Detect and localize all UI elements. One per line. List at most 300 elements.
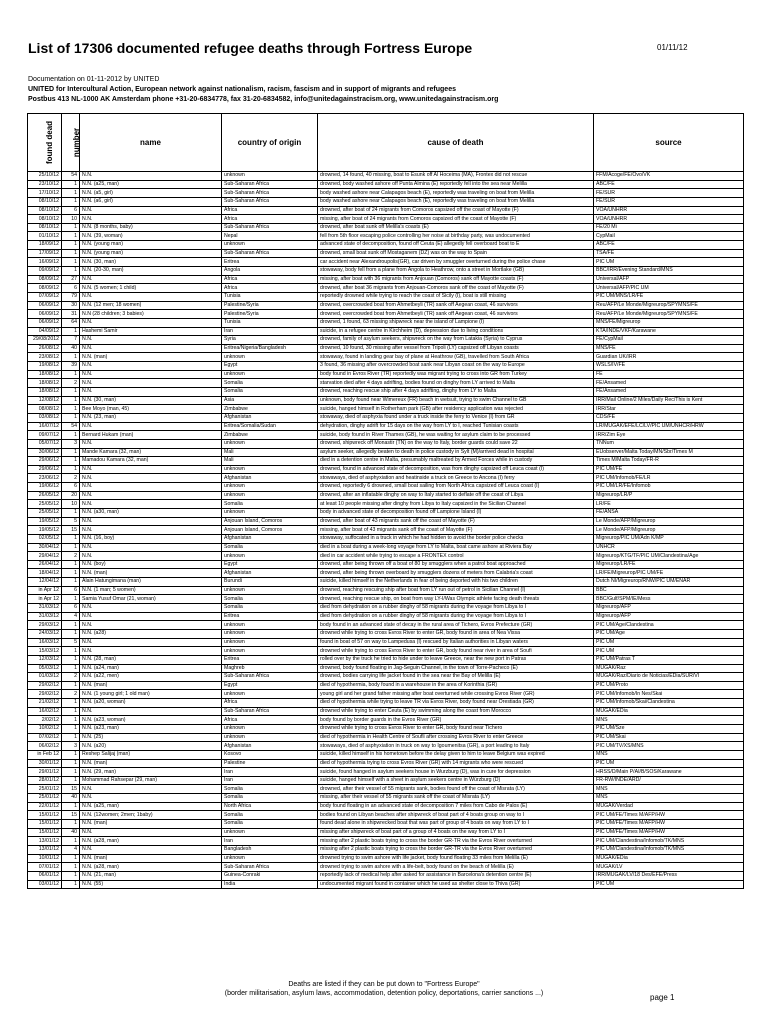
cell-cause: drowned, 10 found, 30 missing after vessel from Tripoli (LY) capsized off Libyan coasts: [318, 344, 594, 353]
cell-origin: Somalia: [222, 811, 318, 820]
cell-origin: unknown: [222, 483, 318, 492]
table-row: [28, 413, 744, 422]
cell-origin: Eritrea: [222, 258, 318, 267]
cell-found-dead: 25/01/12: [28, 794, 62, 803]
cell-number: 1: [62, 664, 80, 673]
cell-cause: drowned, family of asylum seekers, shipwreck on the way from Latakia (Syria) to Cyprus: [318, 336, 594, 345]
cell-found-dead: 05/07/12: [28, 439, 62, 448]
table-row: [28, 180, 744, 189]
cell-found-dead: 31/03/12: [28, 604, 62, 613]
cell-origin: Somalia: [222, 785, 318, 794]
cell-source: MNS/FE/Migreurop: [594, 318, 744, 327]
cell-found-dead: 08/09/12: [28, 284, 62, 293]
cell-number: 1: [62, 353, 80, 362]
cell-cause: died in a boat during a week-long voyage from LY to Malta, boat came ashore at Riviera Bay: [318, 543, 594, 552]
cell-name: N.N. (man): [80, 681, 222, 690]
cell-number: 54: [62, 172, 80, 181]
cell-found-dead: 26/08/12: [28, 344, 62, 353]
cell-name: N.N.: [80, 638, 222, 647]
cell-cause: at least 10 people missing after dinghy from Libya to Italy capsized in the Sicilian Channel: [318, 500, 594, 509]
cell-found-dead: 15/01/12: [28, 820, 62, 829]
cell-found-dead: 29/03/12: [28, 621, 62, 630]
cell-name: N.N.: [80, 500, 222, 509]
table-row: [28, 517, 744, 526]
cell-cause: fell from 5th floor escaping police controlling her noise at birthday party, was undocumented: [318, 232, 594, 241]
cell-number: 31: [62, 310, 80, 319]
cell-name: N.N. (23, man): [80, 413, 222, 422]
cell-source: FFM/Acoge/FE/Ovo/VK: [594, 172, 744, 181]
table-row: [28, 301, 744, 310]
cell-origin: unknown: [222, 241, 318, 250]
cell-number: 1: [62, 534, 80, 543]
cell-origin: Somalia: [222, 820, 318, 829]
cell-found-dead: in Apr 12: [28, 586, 62, 595]
cell-cause: 3 found, 36 missing after overcrowded boat sank near Libyan coast on the way to Europe: [318, 362, 594, 371]
cell-found-dead: 30/01/12: [28, 759, 62, 768]
cell-name: Alain Hatungimana (man): [80, 578, 222, 587]
cell-found-dead: 25/01/12: [28, 785, 62, 794]
cell-cause: suicide, found hanged in asylum seekers house in Wurzburg (D), was in cure for depression: [318, 768, 594, 777]
cell-source: PIC UM: [594, 647, 744, 656]
table-row: [28, 223, 744, 232]
cell-found-dead: 17/09/12: [28, 249, 62, 258]
cell-name: N.N.: [80, 483, 222, 492]
cell-origin: Somalia: [222, 794, 318, 803]
cell-found-dead: 18/09/12: [28, 241, 62, 250]
cell-origin: Africa: [222, 284, 318, 293]
cell-source: IRR/MUGAK/LV/18 Des/EFE/Press: [594, 871, 744, 880]
column-header-number: number: [62, 114, 80, 172]
cell-source: MNS: [594, 716, 744, 725]
cell-found-dead: 19/05/12: [28, 526, 62, 535]
cell-source: Le Monde/AFP/Migreurop: [594, 526, 744, 535]
cell-source: Reu/AFP/Le Monde/Migreurop/SPYMNS/FE: [594, 310, 744, 319]
cell-found-dead: 29/02/12: [28, 690, 62, 699]
cell-source: Reu/AFP/Le Monde/Migreurop/SPYMNS/FE: [594, 301, 744, 310]
table-row: [28, 267, 744, 276]
cell-name: N.N.: [80, 474, 222, 483]
cell-number: 1: [62, 725, 80, 734]
cell-name: N.N. (a5, girl): [80, 189, 222, 198]
cell-number: 6: [62, 284, 80, 293]
cell-number: 15: [62, 785, 80, 794]
cell-name: N.N.: [80, 206, 222, 215]
cell-origin: Eritrea: [222, 612, 318, 621]
intro-block: [28, 75, 498, 105]
table-row: [28, 327, 744, 336]
cell-origin: Mali: [222, 457, 318, 466]
cell-found-dead: 30/04/12: [28, 543, 62, 552]
cell-number: 1: [62, 543, 80, 552]
cell-origin: Sub-Saharan Africa: [222, 673, 318, 682]
cell-number: 6: [62, 206, 80, 215]
cell-origin: Maghreb: [222, 664, 318, 673]
cell-number: 4: [62, 845, 80, 854]
table-row: [28, 699, 744, 708]
cell-cause: drowned, after boat of 24 migrants from Comoros capsized off the coast of Mayotte (F): [318, 206, 594, 215]
cell-cause: body washed ashore near Calapagos beach (E), reportedly was traveling on boat from Melilla: [318, 189, 594, 198]
footer-line-1: Deaths are listed if they can be put down to "Fortress Europe": [288, 981, 480, 988]
table-row: [28, 249, 744, 258]
cell-name: N.N. (12women; 2men; 1baby): [80, 811, 222, 820]
table-row: [28, 621, 744, 630]
cell-name: N.N. (man): [80, 759, 222, 768]
cell-cause: drowned, reaching rescue ship, on boat from way LY-I/Was Olympic athlete facing death threats: [318, 595, 594, 604]
cell-found-dead: 07/02/12: [28, 733, 62, 742]
cell-number: 1: [62, 448, 80, 457]
cell-number: 4: [62, 612, 80, 621]
cell-source: MNS: [594, 794, 744, 803]
cell-found-dead: 15/01/12: [28, 811, 62, 820]
cell-source: FE/20 Mi: [594, 223, 744, 232]
cell-found-dead: 06/01/12: [28, 871, 62, 880]
cell-number: 10: [62, 500, 80, 509]
cell-source: PIC UM/Age/Clandestina: [594, 621, 744, 630]
table-row: [28, 776, 744, 785]
cell-origin: Nepal: [222, 232, 318, 241]
table-row: [28, 405, 744, 414]
cell-source: IRR/Star: [594, 405, 744, 414]
cell-name: N.N.: [80, 388, 222, 397]
cell-name: N.N. (young man): [80, 249, 222, 258]
table-row: [28, 362, 744, 371]
cell-source: PIC UM: [594, 258, 744, 267]
cell-cause: drowned while trying to enter Ceuta (E) by swimming along the coast from Morocco: [318, 707, 594, 716]
cell-found-dead: 10/02/12: [28, 725, 62, 734]
cell-name: N.N.: [80, 379, 222, 388]
cell-name: N.N. (20-30, man): [80, 267, 222, 276]
table-row: [28, 560, 744, 569]
cell-number: 1: [62, 388, 80, 397]
table-row: [28, 543, 744, 552]
cell-number: 1: [62, 854, 80, 863]
cell-cause: dehydration, dinghy adrift for 15 days on the way from LY to I, reached Tunisian coasts: [318, 422, 594, 431]
cell-origin: unknown: [222, 725, 318, 734]
cell-number: 1: [62, 647, 80, 656]
table-row: [28, 292, 744, 301]
cell-source: MNS: [594, 785, 744, 794]
cell-number: 54: [62, 422, 80, 431]
table-row: [28, 388, 744, 397]
table-row: [28, 612, 744, 621]
cell-source: FE: [594, 370, 744, 379]
cell-cause: bodies found on Libyan beaches after shipwreck of boat part of 4 boats group on way to I: [318, 811, 594, 820]
cell-source: Universal/AFP/PIC UM: [594, 284, 744, 293]
cell-found-dead: 26/05/12: [28, 491, 62, 500]
column-header-origin: country of origin: [222, 114, 318, 172]
cell-cause: drowned, overcrowded boat from Ahmetbeyli (TR) sank off Aegean coast, 46 survivors: [318, 301, 594, 310]
cell-number: 1: [62, 258, 80, 267]
cell-origin: unknown: [222, 621, 318, 630]
cell-cause: drowned, after boat of 43 migrants sank off the coast of Mayotte (F): [318, 517, 594, 526]
cell-source: BBC: [594, 586, 744, 595]
cell-cause: missing, after boat of 24 migrants from Comoros capsized off the coast of Mayotte (F): [318, 215, 594, 224]
cell-source: Migreurop/KTG/TF/PIC UM/Clandestina/Age: [594, 552, 744, 561]
cell-number: 1: [62, 733, 80, 742]
cell-cause: died from dehydration on a rubber dinghy of 58 migrants during the voyage from Libya to I: [318, 604, 594, 613]
cell-cause: died of hypothermia in Health Centre of Soufli after crossing Evros River to enter Greece: [318, 733, 594, 742]
column-header-found-dead: found dead: [28, 114, 62, 172]
cell-name: N.N.: [80, 647, 222, 656]
cell-name: N.N.: [80, 612, 222, 621]
table-row: [28, 707, 744, 716]
cell-found-dead: 23/08/12: [28, 353, 62, 362]
table-row: [28, 742, 744, 751]
cell-number: 64: [62, 318, 80, 327]
cell-origin: Afghanistan: [222, 569, 318, 578]
cell-found-dead: 26/04/12: [28, 560, 62, 569]
cell-number: 1: [62, 871, 80, 880]
cell-cause: unknown, body found near Wimereux (FR) beach in wetsuit, trying to swim Channel to GB: [318, 396, 594, 405]
cell-name: N.N. (25): [80, 733, 222, 742]
cell-found-dead: 28/01/12: [28, 776, 62, 785]
cell-number: 1: [62, 508, 80, 517]
cell-source: Migreurop/LR/P: [594, 491, 744, 500]
cell-name: N.N. (a6, girl): [80, 197, 222, 206]
cell-origin: Palestine/Syria: [222, 310, 318, 319]
cell-number: 1: [62, 267, 80, 276]
cell-origin: unknown: [222, 828, 318, 837]
cell-origin: unknown: [222, 552, 318, 561]
table-row: [28, 690, 744, 699]
table-row: [28, 655, 744, 664]
cell-found-dead: 23/10/12: [28, 180, 62, 189]
cell-origin: Sub-Saharan Africa: [222, 249, 318, 258]
cell-cause: missing after 2 plastic boats trying to cross the border GR-TR via the Evros River overturned: [318, 845, 594, 854]
table-row: [28, 811, 744, 820]
cell-cause: stowaways, died of asphyxiation and heatinside a truck on Greece to Ancona (I) ferry: [318, 474, 594, 483]
table-row: [28, 396, 744, 405]
cell-origin: Zimbabwe: [222, 405, 318, 414]
cell-name: N.N. (a23, woman): [80, 716, 222, 725]
intro-line-contact: Postbus 413 NL-1000 AK Amsterdam phone +31-20-6834778, fax 31-20-6834582, info@unitedagainstracism.org, www.unitedagainstracism.org: [28, 96, 499, 103]
cell-name: N.N. (man): [80, 353, 222, 362]
cell-origin: unknown: [222, 690, 318, 699]
cell-origin: Afghanistan: [222, 742, 318, 751]
cell-origin: unknown: [222, 465, 318, 474]
cell-name: N.N. (a25, man): [80, 802, 222, 811]
cell-found-dead: 16/02/12: [28, 707, 62, 716]
table-row: [28, 336, 744, 345]
cell-name: N.N. (a22, men): [80, 673, 222, 682]
cell-name: N.N. (man): [80, 854, 222, 863]
cell-found-dead: 23/06/12: [28, 474, 62, 483]
cell-name: N.N.: [80, 785, 222, 794]
cell-number: 6: [62, 604, 80, 613]
table-row: [28, 785, 744, 794]
table-row: [28, 828, 744, 837]
cell-number: 1: [62, 249, 80, 258]
cell-found-dead: 03/01/12: [28, 880, 62, 889]
cell-found-dead: 12/04/12: [28, 578, 62, 587]
cell-source: PIC UM: [594, 759, 744, 768]
cell-number: 1: [62, 699, 80, 708]
cell-name: N.N.: [80, 491, 222, 500]
table-row: [28, 802, 744, 811]
cell-origin: Burundi: [222, 578, 318, 587]
cell-found-dead: 29/01/12: [28, 768, 62, 777]
cell-number: 2: [62, 474, 80, 483]
table-row: [28, 845, 744, 854]
cell-cause: drowned, after boat 36 migrants from Anjouan-Comoros sank off the coast of Mayotte (F): [318, 284, 594, 293]
cell-origin: Anjouan Island, Comoros: [222, 526, 318, 535]
cell-cause: suicide, killed himself in the Netherlands in fear of being deported with his two children: [318, 578, 594, 587]
cell-name: N.N. (man): [80, 569, 222, 578]
cell-number: 1: [62, 820, 80, 829]
cell-found-dead: 16/07/12: [28, 422, 62, 431]
cell-name: N.N.: [80, 794, 222, 803]
cell-origin: Egypt: [222, 362, 318, 371]
cell-found-dead: 30/06/12: [28, 448, 62, 457]
cell-found-dead: 19/08/12: [28, 362, 62, 371]
cell-name: N.N. (boy): [80, 560, 222, 569]
cell-source: IRR/Mail Online/2 Miles/Daily Rec/This is Kent: [594, 396, 744, 405]
table-row: [28, 725, 744, 734]
cell-origin: North Africa: [222, 802, 318, 811]
cell-number: 2: [62, 552, 80, 561]
cell-number: 1: [62, 189, 80, 198]
cell-source: FE/ANSA: [594, 508, 744, 517]
cell-source: PIC UM/FE/Times M/AFP/HW: [594, 828, 744, 837]
cell-cause: drowned, 14 found, 40 missing, boat to Esunk off Al Hoceima (MA), Frontex did not rescue: [318, 172, 594, 181]
cell-found-dead: 08/09/12: [28, 275, 62, 284]
cell-found-dead: 15/03/12: [28, 647, 62, 656]
cell-cause: suicide, killed himself in his hometown before the delay given to him to leave Belgium was expired: [318, 750, 594, 759]
cell-source: FE/Ansamed: [594, 388, 744, 397]
cell-number: 1: [62, 621, 80, 630]
cell-cause: stowaways, died of asphyxiation in truck on way to Igoumenitsa (GR), a port leading to Italy: [318, 742, 594, 751]
document-title: List of 17306 documented refugee deaths through Fortress Europe: [28, 40, 473, 56]
cell-name: N.N.: [80, 707, 222, 716]
cell-source: TNNum: [594, 439, 744, 448]
cell-cause: body washed ashore near Calapagos beach (E), reportedly was traveling on boat from Melilla: [318, 197, 594, 206]
table-row: [28, 526, 744, 535]
cell-cause: drowned while trying to cross Evros River to enter GR, body found near Tichero: [318, 725, 594, 734]
cell-source: PIC UM: [594, 880, 744, 889]
cell-found-dead: 08/08/12: [28, 405, 62, 414]
cell-source: FE/CypMail: [594, 336, 744, 345]
cell-cause: stowaway, suffocated in a truck in which he had hidden to avoid the border police checks: [318, 534, 594, 543]
cell-source: BBC/Gulf/SPM/IE/Mess: [594, 595, 744, 604]
cell-number: 1: [62, 863, 80, 872]
cell-source: PIC UM/Sze: [594, 725, 744, 734]
table-row: [28, 673, 744, 682]
cell-name: N.N. (a20, woman): [80, 699, 222, 708]
cell-origin: unknown: [222, 647, 318, 656]
cell-name: Hashemi Samir: [80, 327, 222, 336]
cell-name: N.N. (55): [80, 880, 222, 889]
cell-cause: died in a detention centre in Malta, presumably maltreated by Armed Forces while in custody: [318, 457, 594, 466]
cell-origin: unknown: [222, 491, 318, 500]
cell-found-dead: 29/02/12: [28, 681, 62, 690]
cell-origin: Sub-Saharan Africa: [222, 197, 318, 206]
cell-name: N.N.: [80, 344, 222, 353]
cell-cause: suicide, in a refugee centre in Kirchheim (D), depression due to living conditions: [318, 327, 594, 336]
cell-origin: Tunisia: [222, 318, 318, 327]
cell-number: 1: [62, 405, 80, 414]
cell-number: 1: [62, 223, 80, 232]
table-row: [28, 647, 744, 656]
cell-origin: Egypt: [222, 560, 318, 569]
cell-source: LR/MUGAK/EFE/LC/LV/PIC UM/UNHCR/HRW: [594, 422, 744, 431]
cell-found-dead: 18/04/12: [28, 569, 62, 578]
table-row: [28, 431, 744, 440]
cell-name: Bee Moyo (man, 45): [80, 405, 222, 414]
cell-found-dead: 02/05/12: [28, 534, 62, 543]
cell-number: 1: [62, 681, 80, 690]
deaths-table: [27, 113, 744, 889]
table-row: [28, 750, 744, 759]
cell-found-dead: 06/09/12: [28, 318, 62, 327]
cell-origin: Afghanistan: [222, 413, 318, 422]
table-row: [28, 681, 744, 690]
cell-cause: stowaway, died of asphyxia found under a truck inside the ferry to Venice (I) from GR: [318, 413, 594, 422]
cell-name: N.N. (a28, man): [80, 837, 222, 846]
cell-cause: drowned, bodies carrying life jacket found in the sea near the Bay of Melilla (E): [318, 673, 594, 682]
table-row: [28, 820, 744, 829]
cell-number: 1: [62, 431, 80, 440]
table-row: [28, 595, 744, 604]
cell-origin: unknown: [222, 439, 318, 448]
cell-origin: Somalia: [222, 500, 318, 509]
table-row: [28, 794, 744, 803]
cell-name: N.N. (21, man): [80, 871, 222, 880]
table-row: [28, 716, 744, 725]
cell-origin: Bangladesh: [222, 845, 318, 854]
cell-source: PIC UM/MNS/LR/FE: [594, 292, 744, 301]
cell-found-dead: in Apr 12: [28, 595, 62, 604]
cell-number: 1: [62, 370, 80, 379]
cell-origin: Syria: [222, 336, 318, 345]
cell-origin: Kosovo: [222, 750, 318, 759]
cell-name: N.N. (a24, man): [80, 664, 222, 673]
cell-number: 1: [62, 595, 80, 604]
cell-origin: Eritrea/Nigeria/Bangladesh: [222, 344, 318, 353]
cell-cause: stowaway, found in landing gear bay of plane at Heathrow (GB), travelled from South Africa: [318, 353, 594, 362]
cell-cause: rolled over by the truck he tried to hide under to leave Greece, near the new port in Patras: [318, 655, 594, 664]
cell-cause: drowned, after boat sunk off Melilla's coasts (E): [318, 223, 594, 232]
cell-number: 1: [62, 768, 80, 777]
cell-cause: missing, after boat with 36 migrants from Anjouan (Comoros) sank off Mayotte coasts (F): [318, 275, 594, 284]
cell-number: 1: [62, 241, 80, 250]
cell-name: N.N. (28, man): [80, 655, 222, 664]
table-row: [28, 310, 744, 319]
cell-found-dead: 15/01/12: [28, 828, 62, 837]
table-row: [28, 871, 744, 880]
cell-origin: Somalia: [222, 388, 318, 397]
cell-found-dead: 09/07/12: [28, 431, 62, 440]
cell-name: N.N. (30, man): [80, 396, 222, 405]
table-row: [28, 733, 744, 742]
table-row: [28, 578, 744, 587]
cell-source: Migreurop/AFP: [594, 604, 744, 613]
table-row: [28, 284, 744, 293]
cell-name: N.N. (young man): [80, 241, 222, 250]
cell-found-dead: 22/01/12: [28, 802, 62, 811]
table-header-row: [28, 114, 744, 172]
cell-cause: missing, after their vessel of 55 migrants sank off the coast of Misrata (LY): [318, 794, 594, 803]
cell-name: Reshep Salijaj (man): [80, 750, 222, 759]
table-row: [28, 854, 744, 863]
cell-number: 2: [62, 690, 80, 699]
cell-number: 3: [62, 439, 80, 448]
table-row: [28, 241, 744, 250]
table-row: [28, 422, 744, 431]
cell-number: 1: [62, 457, 80, 466]
table-row: [28, 439, 744, 448]
cell-found-dead: 08/10/12: [28, 215, 62, 224]
cell-name: N.N.: [80, 828, 222, 837]
